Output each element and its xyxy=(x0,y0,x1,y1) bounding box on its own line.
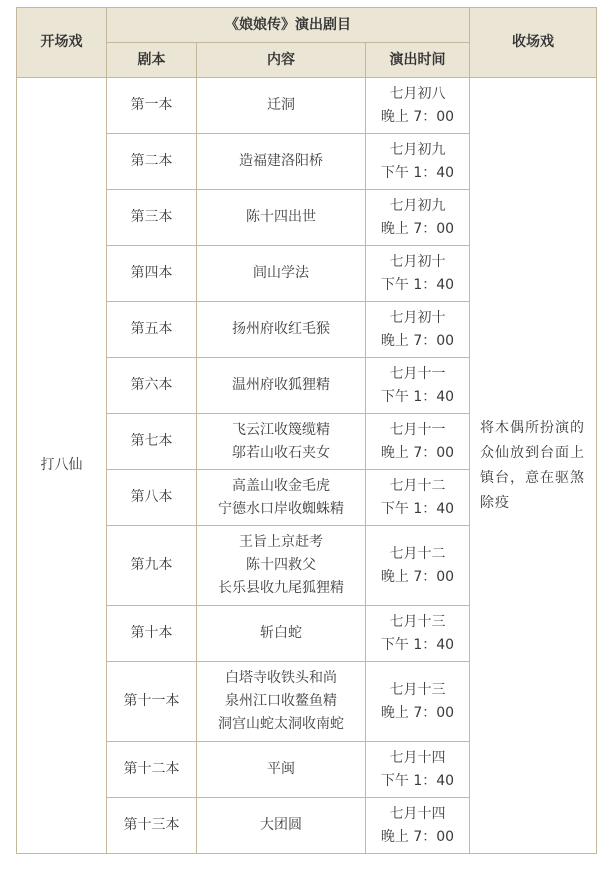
opening-play-cell: 打八仙 xyxy=(17,78,107,854)
content-line: 斩白蛇 xyxy=(260,625,302,641)
content-line: 平闽 xyxy=(267,761,295,777)
time-cell xyxy=(366,798,470,854)
script-cell: 第一本 xyxy=(107,78,197,134)
content-line: 温州府收狐狸精 xyxy=(232,377,330,393)
content-line: 陈十四救父 xyxy=(246,557,316,573)
script-cell: 第十二本 xyxy=(107,742,197,798)
content-line: 飞云江收篾缆精 xyxy=(232,421,330,438)
performance-time: 晚上 7：00 xyxy=(380,220,455,237)
content-cell xyxy=(197,662,366,742)
script-cell: 第六本 xyxy=(107,358,197,414)
performance-time: 晚上 7：00 xyxy=(380,108,455,125)
performance-time: 下午 1：40 xyxy=(380,164,455,181)
content-cell xyxy=(197,302,366,358)
content-column-header: 内容 xyxy=(197,43,366,78)
performance-date: 七月十三 xyxy=(389,681,446,698)
script-cell: 第十本 xyxy=(107,606,197,662)
content-line: 造福建洛阳桥 xyxy=(239,153,323,169)
content-cell xyxy=(197,798,366,854)
time-cell xyxy=(366,414,470,470)
table-row xyxy=(17,78,597,134)
content-line: 长乐县收九尾狐狸精 xyxy=(218,580,344,596)
content-cell xyxy=(197,358,366,414)
script-cell: 第十一本 xyxy=(107,662,197,742)
content-line: 扬州府收红毛猴 xyxy=(232,321,330,337)
performance-date: 七月初十 xyxy=(389,253,446,270)
program-table-container xyxy=(16,7,596,854)
closing-header: 收场戏 xyxy=(470,8,597,78)
time-cell xyxy=(366,246,470,302)
performance-time: 下午 1：40 xyxy=(380,772,455,789)
script-cell: 第五本 xyxy=(107,302,197,358)
performance-time: 晚上 7：00 xyxy=(380,828,455,845)
performance-time: 下午 1：40 xyxy=(380,276,455,293)
performance-date: 七月十三 xyxy=(389,613,446,630)
content-cell xyxy=(197,742,366,798)
time-cell xyxy=(366,606,470,662)
performance-date: 七月初九 xyxy=(389,197,446,214)
time-cell xyxy=(366,662,470,742)
performance-time: 晚上 7：00 xyxy=(380,332,455,349)
script-cell: 第九本 xyxy=(107,526,197,606)
content-line: 王旨上京赶考 xyxy=(239,534,323,550)
performance-date: 七月十一 xyxy=(389,421,446,438)
closing-play-cell: 将木偶所扮演的众仙放到台面上镇台，意在驱煞除疫 xyxy=(470,78,597,854)
content-line: 闾山学法 xyxy=(253,265,309,281)
script-cell: 第二本 xyxy=(107,134,197,190)
time-cell xyxy=(366,526,470,606)
content-cell xyxy=(197,190,366,246)
content-line: 宁德水口岸收蜘蛛精 xyxy=(218,500,344,517)
script-cell: 第四本 xyxy=(107,246,197,302)
time-cell xyxy=(366,470,470,526)
performance-time: 晚上 7：00 xyxy=(380,568,455,585)
content-cell xyxy=(197,606,366,662)
opening-header: 开场戏 xyxy=(17,8,107,78)
time-cell xyxy=(366,358,470,414)
content-cell xyxy=(197,134,366,190)
script-cell: 第三本 xyxy=(107,190,197,246)
performance-time: 下午 1：40 xyxy=(380,636,455,653)
content-line: 洞宫山蛇太洞收南蛇 xyxy=(218,716,344,732)
content-cell xyxy=(197,414,366,470)
content-line: 陈十四出世 xyxy=(246,209,316,225)
performance-date: 七月初八 xyxy=(389,85,446,102)
content-cell xyxy=(197,246,366,302)
performance-time: 晚上 7：00 xyxy=(380,704,455,721)
content-line: 邬若山收石夹女 xyxy=(232,444,330,461)
time-cell xyxy=(366,134,470,190)
content-cell xyxy=(197,470,366,526)
program-table-body xyxy=(17,78,597,854)
content-line: 大团圆 xyxy=(260,817,302,833)
content-cell xyxy=(197,526,366,606)
time-cell xyxy=(366,302,470,358)
performance-time: 下午 1：40 xyxy=(380,500,455,517)
performance-date: 七月十二 xyxy=(389,477,446,494)
performance-date: 七月初十 xyxy=(389,309,446,326)
performance-date: 七月十四 xyxy=(389,805,446,822)
performance-time: 下午 1：40 xyxy=(380,388,455,405)
time-column-header: 演出时间 xyxy=(366,43,470,78)
program-title: 《娘娘传》演出剧目 xyxy=(107,8,470,43)
content-line: 白塔寺收铁头和尚 xyxy=(225,670,337,686)
time-cell xyxy=(366,190,470,246)
content-line: 高盖山收金毛虎 xyxy=(232,477,330,494)
time-cell xyxy=(366,78,470,134)
performance-date: 七月初九 xyxy=(389,141,446,158)
content-line: 泉州江口收鳌鱼精 xyxy=(225,693,337,709)
performance-time: 晚上 7：00 xyxy=(380,444,455,461)
script-cell: 第八本 xyxy=(107,470,197,526)
performance-date: 七月十四 xyxy=(389,749,446,766)
content-cell xyxy=(197,78,366,134)
time-cell xyxy=(366,742,470,798)
performance-date: 七月十二 xyxy=(389,545,446,562)
program-table xyxy=(16,7,597,854)
performance-date: 七月十一 xyxy=(389,365,446,382)
script-column-header: 剧本 xyxy=(107,43,197,78)
script-cell: 第七本 xyxy=(107,414,197,470)
content-line: 迁洞 xyxy=(267,97,295,113)
script-cell: 第十三本 xyxy=(107,798,197,854)
